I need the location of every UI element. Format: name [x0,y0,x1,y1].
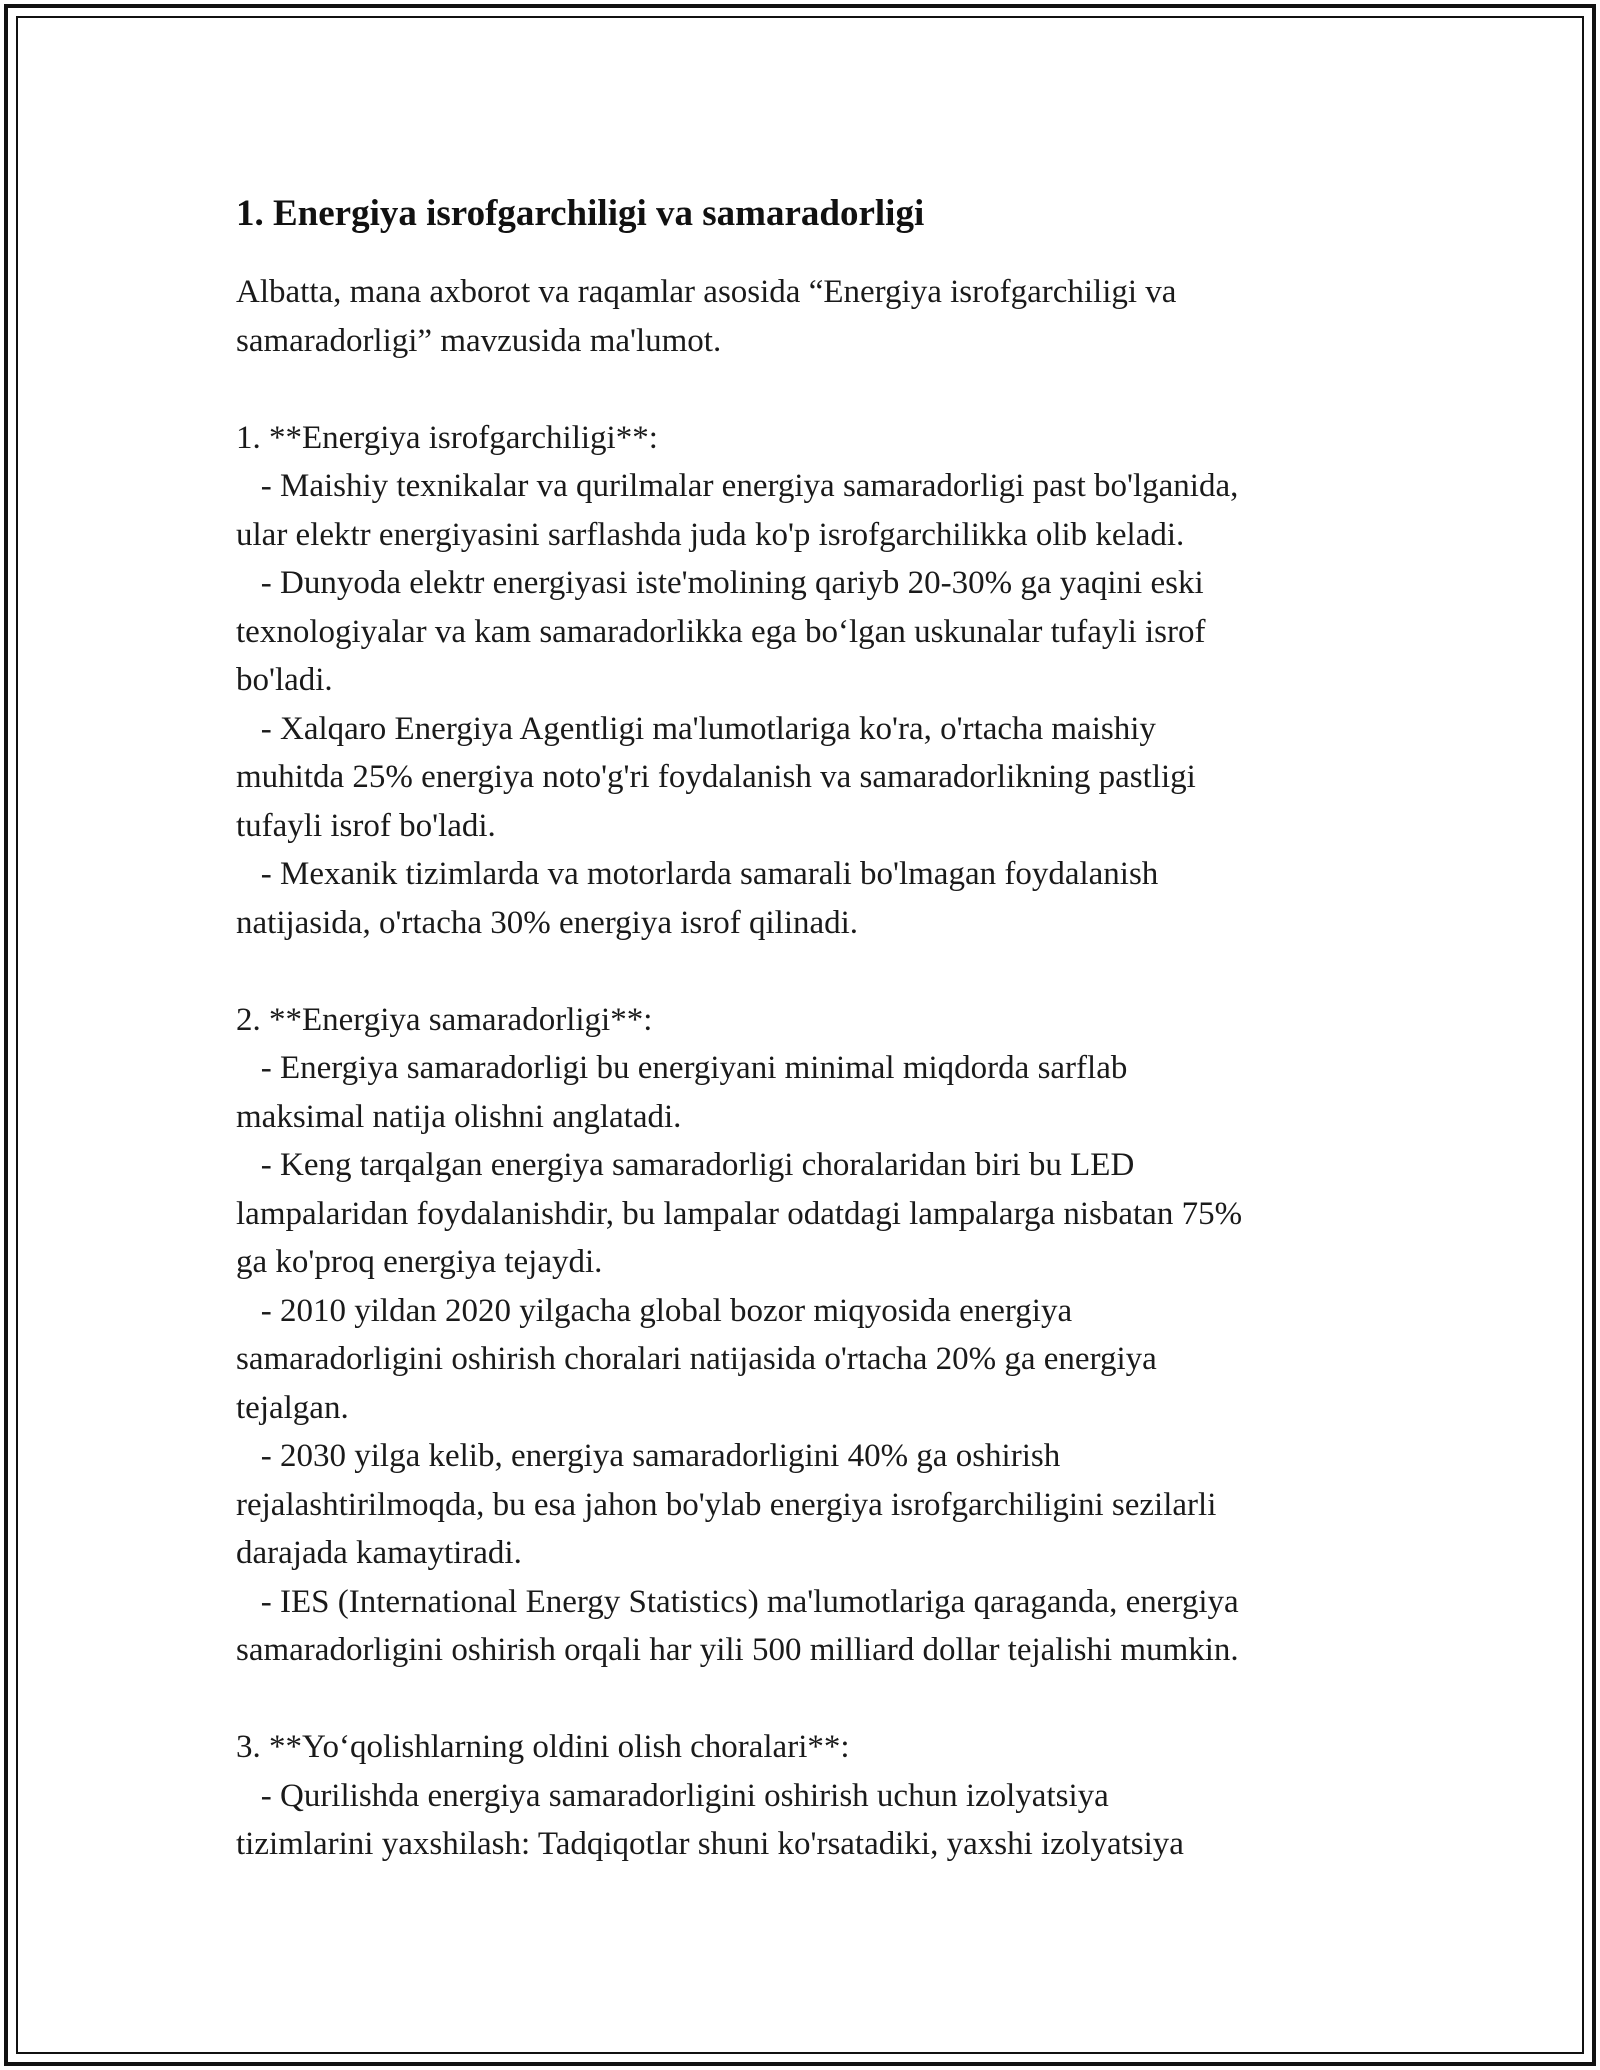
text-line: lampalaridan foydalanishdir, bu lampalar odatdagi lampalarga nisbatan 75% [236,1195,1243,1232]
text-line: maksimal natija olishni anglatadi. [236,1098,682,1135]
blank-line [236,1675,1376,1724]
text-line: - Xalqaro Energiya Agentligi ma'lumotlariga ko'ra, o'rtacha maishiy [236,710,1156,747]
text-line: ular elektr energiyasini sarflashda juda ko'p isrofgarchilikka olib keladi. [236,516,1185,553]
text-line: samaradorligini oshirish choralari natijasida o'rtacha 20% ga energiya [236,1341,1157,1377]
document-title: 1. Energiya isrofgarchiligi va samaradorligi [236,193,925,234]
blank-line [236,365,1376,414]
text-line: samaradorligi” mavzusida ma'lumot. [236,322,722,359]
text-line: tufayli isrof bo'ladi. [236,807,496,844]
text-line: - Energiya samaradorligi bu energiyani minimal miqdorda sarflab [236,1050,1128,1086]
text-line: 1. **Energiya isrofgarchiligi**: [236,419,658,456]
text-line: - Keng tarqalgan energiya samaradorligi choralaridan biri bu LED [236,1147,1135,1183]
text-line: natijasida, o'rtacha 30% energiya isrof qilinadi. [236,904,859,941]
text-line: muhitda 25% energiya noto'g'ri foydalanish va samaradorlikning pastligi [236,759,1196,795]
document-body [236,188,1376,1869]
text-line: texnologiyalar va kam samaradorlikka ega boʻlgan uskunalar tufayli isrof [236,613,1206,650]
text-line: bo'ladi. [236,662,333,698]
text-line: darajada kamaytiradi. [236,1535,522,1571]
text-line: - IES (International Energy Statistics) ma'lumotlariga qaraganda, energiya [236,1583,1239,1620]
text-line: - 2030 yilga kelib, energiya samaradorligini 40% ga oshirish [236,1438,1061,1474]
text-lines [236,268,1376,1869]
text-line: 2. **Energiya samaradorligi**: [236,1001,653,1038]
text-line: - Qurilishda energiya samaradorligini oshirish uchun izolyatsiya [236,1777,1109,1814]
blank-line [236,947,1376,996]
text-line: - Dunyoda elektr energiyasi iste'molining qariyb 20-30% ga yaqini eski [236,565,1204,601]
text-line: tizimlarini yaxshilash: Tadqiqotlar shuni ko'rsatadiki, yaxshi izolyatsiya [236,1826,1184,1862]
text-line: rejalashtirilmoqda, bu esa jahon bo'ylab energiya isrofgarchiligini sezilarli [236,1486,1217,1523]
text-line: tejalgan. [236,1389,349,1426]
text-line: - 2010 yildan 2020 yilgacha global bozor miqyosida energiya [236,1292,1073,1329]
text-line: - Mexanik tizimlarda va motorlarda samarali bo'lmagan foydalanish [236,856,1159,892]
text-line: ga ko'proq energiya tejaydi. [236,1244,603,1280]
text-line: samaradorligini oshirish orqali har yili 500 milliard dollar tejalishi mumkin. [236,1632,1239,1668]
text-line: Albatta, mana axborot va raqamlar asosida “Energiya isrofgarchiligi va [236,274,1177,310]
text-line: - Maishiy texnikalar va qurilmalar energiya samaradorligi past bo'lganida, [236,468,1239,504]
text-line: 3. **Yoʻqolishlarning oldini olish choralari**: [236,1729,850,1765]
